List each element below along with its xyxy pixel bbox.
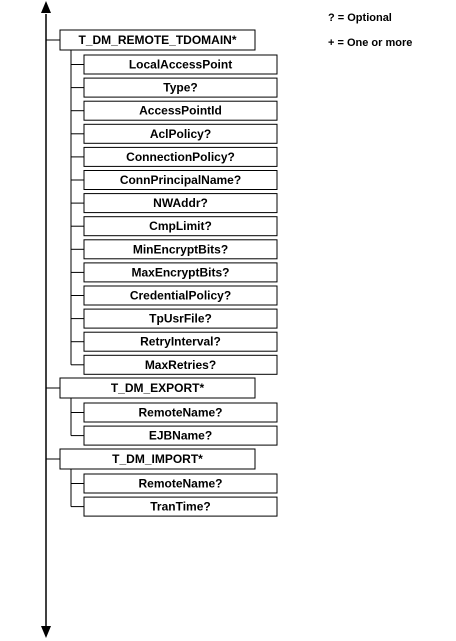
child-label-ejbname: EJBName? bbox=[148, 428, 213, 443]
child-label-nwaddr: NWAddr? bbox=[153, 196, 208, 211]
child-label-credentialpolicy: CredentialPolicy? bbox=[129, 288, 232, 303]
axis-arrow-up-icon bbox=[41, 1, 51, 13]
child-label-tpusrfile: TpUsrFile? bbox=[149, 311, 212, 326]
parent-label-t-dm-export: T_DM_EXPORT* bbox=[110, 381, 205, 395]
axis-arrow-down-icon bbox=[41, 626, 51, 638]
parent-label-t-dm-import: T_DM_IMPORT* bbox=[112, 452, 203, 466]
child-label-maxencryptbits: MaxEncryptBits? bbox=[131, 265, 230, 280]
child-label-remotename: RemoteName? bbox=[138, 476, 223, 491]
child-label-retryinterval: RetryInterval? bbox=[140, 334, 221, 349]
child-label-connprincipalname: ConnPrincipalName? bbox=[119, 173, 242, 187]
legend-optional: ? = Optional bbox=[328, 12, 392, 24]
tree-layer bbox=[46, 30, 277, 516]
child-label-localaccesspoint: LocalAccessPoint bbox=[128, 57, 233, 72]
child-label-type: Type? bbox=[163, 80, 198, 95]
child-label-remotename: RemoteName? bbox=[138, 405, 223, 420]
child-label-minencryptbits: MinEncryptBits? bbox=[132, 242, 229, 257]
legend-one-or-more: + = One or more bbox=[328, 37, 413, 49]
child-label-connectionpolicy: ConnectionPolicy? bbox=[126, 149, 235, 164]
parent-label-t-dm-remote-tdomain: T_DM_REMOTE_TDOMAIN* bbox=[78, 33, 237, 47]
child-label-cmplimit: CmpLimit? bbox=[149, 219, 212, 234]
child-label-aclpolicy: AclPolicy? bbox=[149, 126, 212, 141]
child-label-accesspointid: AccessPointId bbox=[139, 103, 222, 118]
child-label-trantime: TranTime? bbox=[150, 499, 211, 514]
child-label-maxretries: MaxRetries? bbox=[144, 357, 217, 372]
